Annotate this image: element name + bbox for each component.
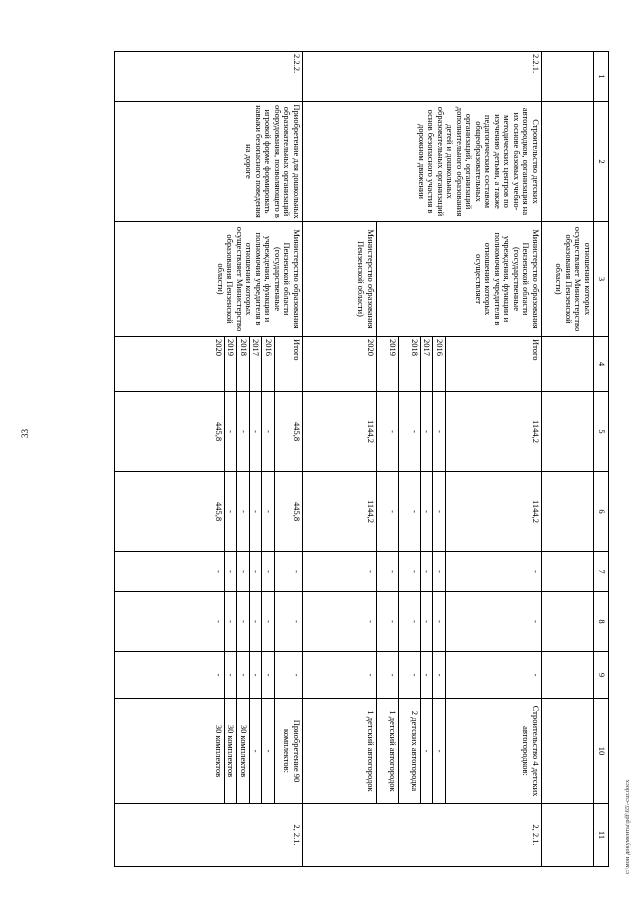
value-cell: - <box>275 592 303 652</box>
col-num: 7 <box>594 552 609 592</box>
item-number: 2.2.2. <box>115 52 303 102</box>
item-number: 2.2.1. <box>303 52 542 102</box>
value-cell: - <box>433 652 446 699</box>
value-cell: 445,8 <box>115 472 225 552</box>
value-cell: - <box>433 592 446 652</box>
value-cell: - <box>262 552 275 592</box>
indicator-cell: 30 комплектов <box>115 699 225 804</box>
value-cell: - <box>115 592 225 652</box>
indicator-cell: 2 детских автогородка <box>399 699 421 804</box>
value-cell: - <box>421 592 434 652</box>
indicator-cell: Строительство 4 детских автогородков: <box>446 699 542 804</box>
value-cell: - <box>115 552 225 592</box>
ref-cell: 2, 2.1. <box>303 804 542 867</box>
value-cell: - <box>115 652 225 699</box>
value-cell: - <box>377 592 399 652</box>
indicator-cell: 30 комплектов <box>225 699 238 804</box>
year-cell: 2018 <box>399 337 421 392</box>
item-executor: Министерство образования Пензенской области (государственные учреждения, функции и полномочия учредителя в отношении которых осуществляет Министерство образования Пензенской области) <box>115 222 303 337</box>
value-cell: - <box>250 392 263 472</box>
value-cell: - <box>399 592 421 652</box>
page-number: 33 <box>20 429 30 438</box>
file-path-footer: c:\мои документы\pdf\65\-cur.docx <box>624 779 631 874</box>
col-num: 3 <box>594 222 609 337</box>
col-num: 6 <box>594 472 609 552</box>
indicator-cell: - <box>433 699 446 804</box>
continuation-row <box>542 52 594 867</box>
value-cell: - <box>446 592 542 652</box>
year-cell: 2016 <box>262 337 275 392</box>
value-cell: - <box>250 472 263 552</box>
value-cell: - <box>262 592 275 652</box>
year-cell: 2019 <box>377 337 399 392</box>
year-cell: 2016 <box>433 337 446 392</box>
indicator-cell: - <box>262 699 275 804</box>
year-cell: 2019 <box>225 337 238 392</box>
col-num: 9 <box>594 652 609 699</box>
value-cell: - <box>377 472 399 552</box>
col-num: 2 <box>594 102 609 222</box>
indicator-cell: 30 комплектов <box>237 699 250 804</box>
indicator-cell: - <box>250 699 263 804</box>
value-cell: - <box>250 552 263 592</box>
value-cell: - <box>399 552 421 592</box>
value-cell: - <box>446 552 542 592</box>
value-cell: - <box>399 472 421 552</box>
value-cell: - <box>433 552 446 592</box>
col-num: 11 <box>594 804 609 867</box>
value-cell: 1144,2 <box>303 472 377 552</box>
indicator-cell: 1 детский автогородок <box>377 699 399 804</box>
year-cell: 2018 <box>237 337 250 392</box>
ref-cell: 2, 2.1. <box>115 804 303 867</box>
value-cell: - <box>377 652 399 699</box>
value-cell: - <box>225 652 238 699</box>
year-cell: Итого <box>446 337 542 392</box>
value-cell: 1144,2 <box>303 392 377 472</box>
value-cell: - <box>250 652 263 699</box>
value-cell: - <box>421 652 434 699</box>
value-cell: - <box>303 552 377 592</box>
indicator-cell: - <box>421 699 434 804</box>
value-cell: - <box>225 552 238 592</box>
indicator-cell: 1 детский автогородок <box>303 699 377 804</box>
value-cell: 445,8 <box>115 392 225 472</box>
value-cell: - <box>446 652 542 699</box>
value-cell: - <box>421 552 434 592</box>
value-cell: - <box>303 592 377 652</box>
year-cell: 2017 <box>250 337 263 392</box>
value-cell: - <box>225 592 238 652</box>
value-cell: - <box>303 652 377 699</box>
value-cell: - <box>262 652 275 699</box>
col-num: 10 <box>594 699 609 804</box>
value-cell: 1144,2 <box>446 472 542 552</box>
value-cell: - <box>275 552 303 592</box>
value-cell: - <box>433 472 446 552</box>
value-cell: - <box>377 552 399 592</box>
value-cell: - <box>237 652 250 699</box>
item-name: Приобретение для дошкольных образовательных организаций оборудования, позволяющего в игровой форме формировать навыки безопасного поведения на дороге <box>115 102 303 222</box>
rotated-table-page <box>49 51 609 866</box>
col-num: 4 <box>594 337 609 392</box>
col-num: 8 <box>594 592 609 652</box>
item-name: Строительство детских автогородков, организация на их основе базовых учебно-методических центров по изучению детьми, а также педагогическим составом общеобразовательных организаций, организаций дополнительного образования детей и дошкольных образовательных организаций основ безопасного участия в дорожном движении <box>303 102 542 222</box>
table-row <box>446 52 542 867</box>
value-cell: 445,8 <box>275 472 303 552</box>
value-cell: 445,8 <box>275 392 303 472</box>
program-table <box>114 51 609 867</box>
value-cell: - <box>377 392 399 472</box>
value-cell: - <box>421 472 434 552</box>
value-cell: - <box>237 392 250 472</box>
value-cell: - <box>237 552 250 592</box>
year-cell: 2017 <box>421 337 434 392</box>
value-cell: - <box>399 392 421 472</box>
value-cell: - <box>237 472 250 552</box>
year-cell: 2020 <box>303 337 377 392</box>
value-cell: - <box>421 392 434 472</box>
col-num: 5 <box>594 392 609 472</box>
value-cell: - <box>225 472 238 552</box>
executor-continuation: отношении которых осуществляет Министерство образования Пензенской области) <box>542 222 594 337</box>
year-cell: 2020 <box>115 337 225 392</box>
value-cell: 1144,2 <box>446 392 542 472</box>
value-cell: - <box>433 392 446 472</box>
column-number-row <box>594 52 609 867</box>
table-row <box>275 52 303 867</box>
indicator-cell: Приобретение 90 комплектов: <box>275 699 303 804</box>
value-cell: - <box>225 392 238 472</box>
value-cell: - <box>250 592 263 652</box>
item-executor: Министерство образования Пензенской области) <box>303 222 377 337</box>
value-cell: - <box>399 652 421 699</box>
year-cell: Итого <box>275 337 303 392</box>
value-cell: - <box>262 472 275 552</box>
value-cell: - <box>237 592 250 652</box>
item-executor: Министерство образования Пензенской области (государственные учреждения, функции и полномочия учредителя в отношении которых осуществляет <box>377 222 542 337</box>
value-cell: - <box>262 392 275 472</box>
value-cell: - <box>275 652 303 699</box>
col-num: 1 <box>594 52 609 102</box>
